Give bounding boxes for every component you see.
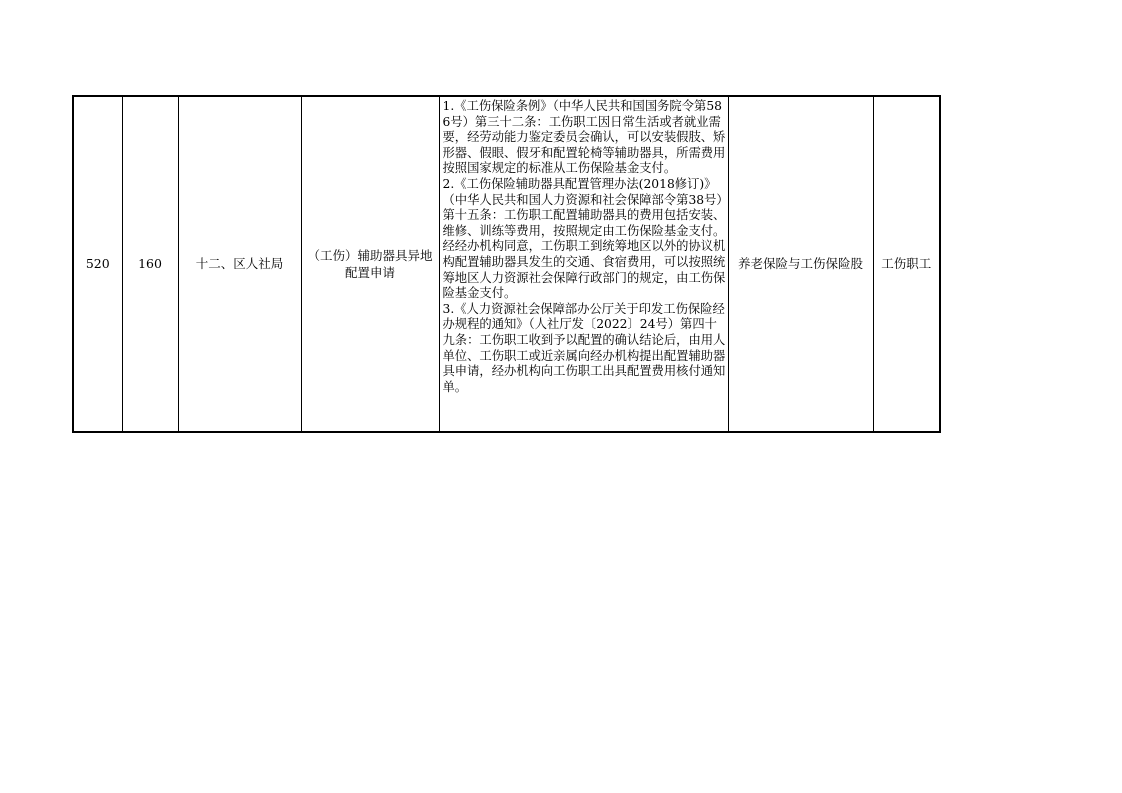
sub-number-cell: 160: [122, 96, 178, 432]
legal-basis-cell: [439, 96, 728, 432]
basis-paragraph-3: 3.《人力资源社会保障部办公厅关于印发工伤保险经办规程的通知》（人社厅发〔2022〕24号）第四十九条：工伤职工收到予以配置的确认结论后，由用人单位、工伤职工或近亲属向经办机构提出配置辅助器具申请，经办机构向工伤职工出具配置费用核付通知单。: [442, 301, 726, 394]
implementing-unit-cell: 养老保险与工伤保险股: [728, 96, 873, 432]
service-target-cell: 工伤职工: [873, 96, 940, 432]
table-row: [73, 96, 940, 432]
item-name-text: （工伤）辅助器具异地配置申请: [307, 248, 433, 280]
basis-paragraph-2: 2.《工伤保险辅助器具配置管理办法(2018修订)》（中华人民共和国人力资源和社会保障部令第38号）第十五条：工伤职工配置辅助器具的费用包括安装、维修、训练等费用，按照规定由工伤保险基金支付。经经办机构同意，工伤职工到统筹地区以外的协议机构配置辅助器具发生的交通、食宿费用，可以按照统筹地区人力资源社会保障行政部门的规定，由工伤保险基金支付。: [442, 176, 726, 301]
department-cell: 十二、区人社局: [178, 96, 301, 432]
service-item-table: [72, 95, 941, 433]
item-name-cell: [301, 96, 439, 432]
seq-number-cell: 520: [73, 96, 122, 432]
basis-paragraph-1: 1.《工伤保险条例》（中华人民共和国国务院令第586号）第三十二条：工伤职工因日常生活或者就业需要，经劳动能力鉴定委员会确认，可以安装假肢、矫形器、假眼、假牙和配置轮椅等辅助器具，所需费用按照国家规定的标准从工伤保险基金支付。: [442, 99, 726, 176]
